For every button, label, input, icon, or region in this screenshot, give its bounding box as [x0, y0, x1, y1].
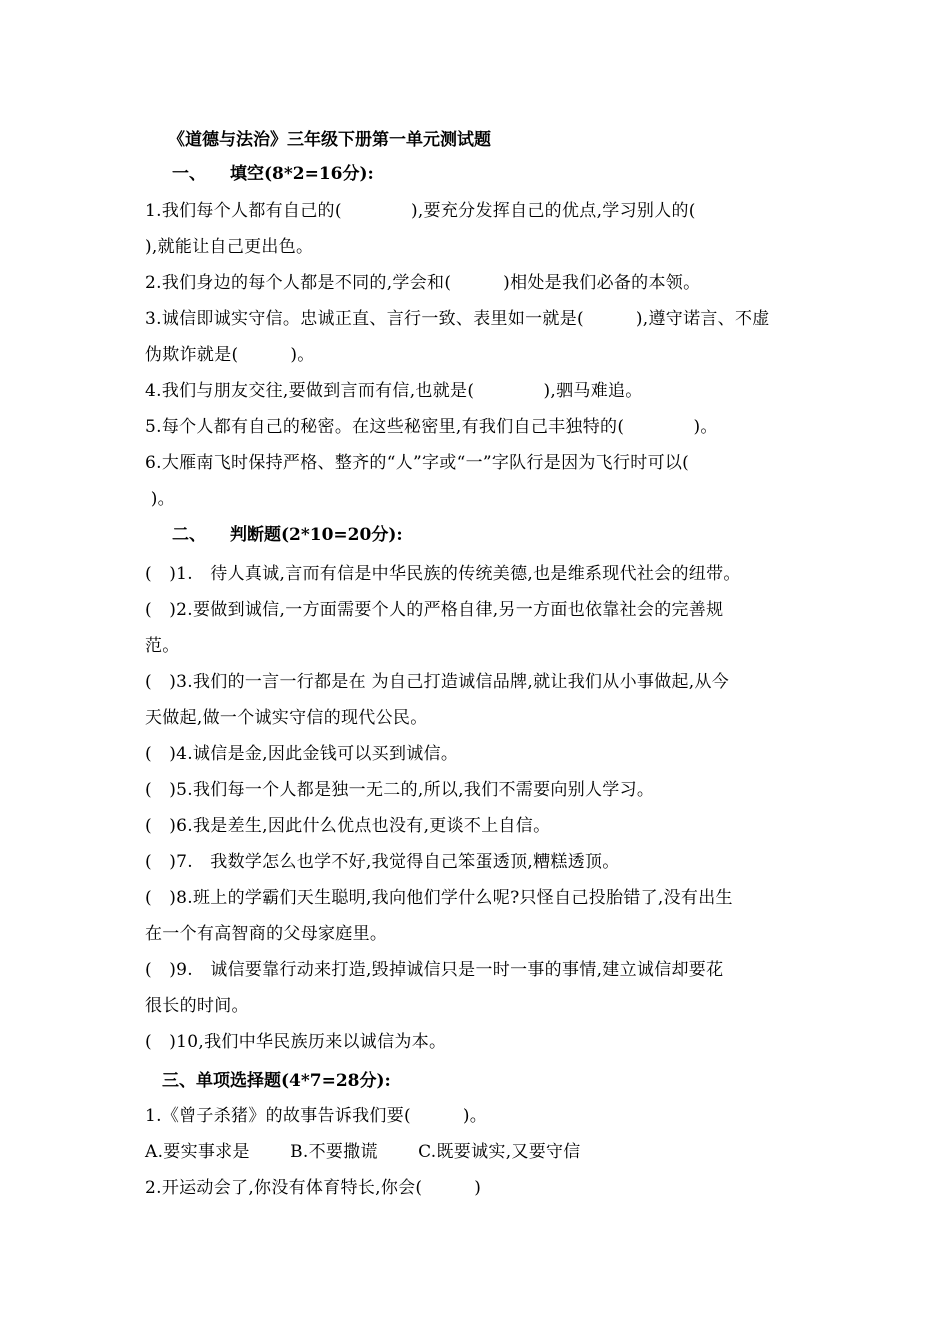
judge-question-3: ( )3.我们的一言一行都是在 为自己打造诚信品牌,就让我们从小事做起,从今: [145, 672, 730, 692]
fill-question-1: 1.我们每个人都有自己的( ),要充分发挥自己的优点,学习别人的(: [145, 201, 696, 221]
choice-question-1: 1.《曾子杀猪》的故事告诉我们要( )。: [145, 1106, 488, 1126]
section-1-number: 一、: [172, 164, 206, 184]
section-2-heading: 判断题(2*10=20分):: [230, 525, 403, 545]
judge-question-8-cont: 在一个有高智商的父母家庭里。: [145, 924, 388, 944]
judge-question-8: ( )8.班上的学霸们天生聪明,我向他们学什么呢?只怪自己投胎错了,没有出生: [145, 888, 733, 908]
document-title: 《道德与法治》三年级下册第一单元测试题: [168, 130, 491, 150]
fill-question-6: 6.大雁南飞时保持严格、整齐的“人”字或“一”字队行是因为飞行时可以(: [145, 453, 690, 473]
judge-question-2-cont: 范。: [145, 636, 180, 656]
fill-question-3-cont: 伪欺诈就是( )。: [145, 345, 315, 365]
section-2-number: 二、: [172, 525, 206, 545]
fill-question-3: 3.诚信即诚实守信。忠诚正直、言行一致、表里如一就是( ),遵守诺言、不虚: [145, 309, 770, 329]
fill-question-1-cont: ),就能让自己更出色。: [145, 237, 314, 257]
judge-question-3-cont: 天做起,做一个诚实守信的现代公民。: [145, 708, 428, 728]
section-3-heading: 三、单项选择题(4*7=28分):: [162, 1071, 391, 1091]
fill-question-6-cont: )。: [145, 489, 175, 509]
judge-question-4: ( )4.诚信是金,因此金钱可以买到诚信。: [145, 744, 459, 764]
judge-question-7: ( )7. 我数学怎么也学不好,我觉得自己笨蛋透顶,糟糕透顶。: [145, 852, 620, 872]
choice-question-1-options: A.要实事求是 B.不要撒谎 C.既要诚实,又要守信: [145, 1142, 581, 1162]
judge-question-9-cont: 很长的时间。: [145, 996, 249, 1016]
judge-question-6: ( )6.我是差生,因此什么优点也没有,更谈不上自信。: [145, 816, 551, 836]
fill-question-2: 2.我们身边的每个人都是不同的,学会和( )相处是我们必备的本领。: [145, 273, 701, 293]
judge-question-10: ( )10,我们中华民族历来以诚信为本。: [145, 1032, 447, 1052]
fill-question-4: 4.我们与朋友交往,要做到言而有信,也就是( ),驷马难追。: [145, 381, 643, 401]
section-1-heading: 填空(8*2=16分):: [230, 164, 374, 184]
judge-question-9: ( )9. 诚信要靠行动来打造,毁掉诚信只是一时一事的事情,建立诚信却要花: [145, 960, 724, 980]
judge-question-2: ( )2.要做到诚信,一方面需要个人的严格自律,另一方面也依靠社会的完善规: [145, 600, 724, 620]
judge-question-5: ( )5.我们每一个人都是独一无二的,所以,我们不需要向别人学习。: [145, 780, 655, 800]
fill-question-5: 5.每个人都有自己的秘密。在这些秘密里,有我们自己丰独特的( )。: [145, 417, 718, 437]
judge-question-1: ( )1. 待人真诚,言而有信是中华民族的传统美德,也是维系现代社会的纽带。: [145, 564, 741, 584]
choice-question-2: 2.开运动会了,你没有体育特长,你会( ): [145, 1178, 482, 1198]
